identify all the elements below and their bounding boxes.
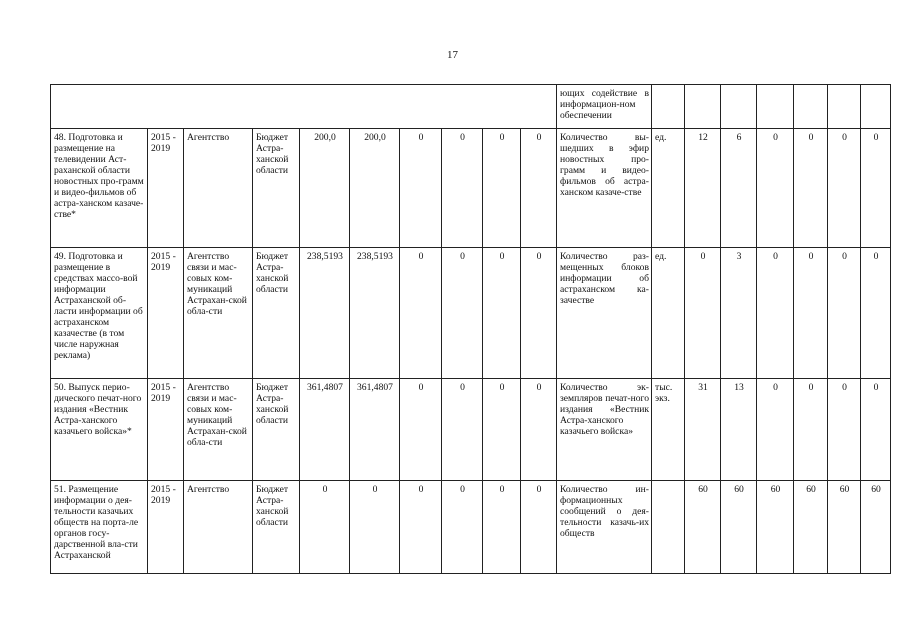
indicator-continuation: ющих содействие в информацион-ном обеспечении: [557, 85, 652, 129]
activity-name: 50. Выпуск перио-дического печат-ного издания «Вестник Астра-ханского казачьего войска»*: [51, 379, 148, 481]
activity-name: 51. Размещение информации о дея-тельности казачьих обществ на порта-ле органов госу-дарственной вла-сти Астраханской: [51, 481, 148, 574]
activity-name: 48. Подготовка и размещение на телевидении Аст-раханской области новостных про-грамм и видео-фильмов об астра-ханском казаче-стве*: [51, 129, 148, 248]
year-2019-cell: 0: [521, 248, 557, 379]
continuation-row: [51, 85, 891, 129]
continuation-blank-cell: [51, 85, 557, 129]
executor-cell: Агентство связи и мас-совых ком-муникаций Астрахан-ской обла-сти: [184, 248, 253, 379]
table-row: [51, 481, 891, 574]
value-cell: 60: [794, 481, 828, 574]
value-cell: 60: [757, 481, 794, 574]
period-cell: 2015 - 2019: [148, 481, 184, 574]
year-2016-cell: 0: [400, 129, 442, 248]
value-cell: 0: [828, 129, 861, 248]
value-cell: [721, 85, 757, 129]
value-cell: 60: [721, 481, 757, 574]
funding-source-cell: Бюджет Астра-ханской области: [253, 248, 300, 379]
year-2017-cell: 0: [442, 129, 483, 248]
table-row: [51, 248, 891, 379]
table-row: [51, 129, 891, 248]
total-cell: 0: [300, 481, 350, 574]
page-number: 17: [447, 49, 458, 61]
year-2019-cell: 0: [521, 129, 557, 248]
total-cell: 238,5193: [300, 248, 350, 379]
year-2016-cell: 0: [400, 379, 442, 481]
year-2017-cell: 0: [442, 481, 483, 574]
value-cell: 60: [861, 481, 891, 574]
value-cell: [794, 85, 828, 129]
year-2015-cell: 361,4807: [350, 379, 400, 481]
program-activities-table: [50, 84, 891, 574]
indicator-cell: Количество вы-шедших в эфир новостных про-грамм и видео-фильмов об астра-ханском казаче-стве: [557, 129, 652, 248]
unit-cell: [652, 481, 685, 574]
year-2015-cell: 238,5193: [350, 248, 400, 379]
total-cell: 200,0: [300, 129, 350, 248]
year-2018-cell: 0: [483, 379, 521, 481]
year-2015-cell: 0: [350, 481, 400, 574]
value-cell: 0: [794, 129, 828, 248]
executor-cell: Агентство связи и мас-совых ком-муникаций Астрахан-ской обла-сти: [184, 379, 253, 481]
year-2016-cell: 0: [400, 248, 442, 379]
value-cell: 0: [757, 379, 794, 481]
indicator-cell: Количество эк-земпляров печат-ного издания «Вестник Астра-ханского казачьего войска»: [557, 379, 652, 481]
funding-source-cell: Бюджет Астра-ханской области: [253, 481, 300, 574]
total-cell: 361,4807: [300, 379, 350, 481]
indicator-cell: Количество раз-мещенных блоков информации об астраханском ка-зачестве: [557, 248, 652, 379]
year-2017-cell: 0: [442, 379, 483, 481]
value-cell: 0: [828, 248, 861, 379]
period-cell: 2015 - 2019: [148, 379, 184, 481]
value-cell: 0: [794, 379, 828, 481]
value-cell: 0: [828, 379, 861, 481]
year-2019-cell: 0: [521, 481, 557, 574]
value-cell: 60: [685, 481, 721, 574]
value-cell: [861, 85, 891, 129]
year-2019-cell: 0: [521, 379, 557, 481]
funding-source-cell: Бюджет Астра-ханской области: [253, 379, 300, 481]
funding-source-cell: Бюджет Астра-ханской области: [253, 129, 300, 248]
year-2016-cell: 0: [400, 481, 442, 574]
value-cell: 6: [721, 129, 757, 248]
year-2015-cell: 200,0: [350, 129, 400, 248]
value-cell: 0: [861, 129, 891, 248]
year-2018-cell: 0: [483, 481, 521, 574]
value-cell: 12: [685, 129, 721, 248]
value-cell: 0: [861, 248, 891, 379]
value-cell: 31: [685, 379, 721, 481]
value-cell: 3: [721, 248, 757, 379]
value-cell: 0: [861, 379, 891, 481]
value-cell: [757, 85, 794, 129]
value-cell: [685, 85, 721, 129]
value-cell: [828, 85, 861, 129]
unit-cell: ед.: [652, 129, 685, 248]
value-cell: 0: [757, 248, 794, 379]
activity-name: 49. Подготовка и размещение в средствах массо-вой информации Астраханской об-ласти информации об астраханском казачестве (в том числе наружная реклама): [51, 248, 148, 379]
value-cell: 60: [828, 481, 861, 574]
year-2018-cell: 0: [483, 248, 521, 379]
indicator-cell: Количество ин-формационных сообщений о дея-тельности казачь-их обществ: [557, 481, 652, 574]
unit-cell: тыс. экз.: [652, 379, 685, 481]
year-2017-cell: 0: [442, 248, 483, 379]
value-cell: 13: [721, 379, 757, 481]
table-row: [51, 379, 891, 481]
unit-cell: [652, 85, 685, 129]
value-cell: 0: [685, 248, 721, 379]
period-cell: 2015 - 2019: [148, 248, 184, 379]
unit-cell: ед.: [652, 248, 685, 379]
executor-cell: Агентство: [184, 481, 253, 574]
value-cell: 0: [794, 248, 828, 379]
period-cell: 2015 - 2019: [148, 129, 184, 248]
value-cell: 0: [757, 129, 794, 248]
year-2018-cell: 0: [483, 129, 521, 248]
executor-cell: Агентство: [184, 129, 253, 248]
